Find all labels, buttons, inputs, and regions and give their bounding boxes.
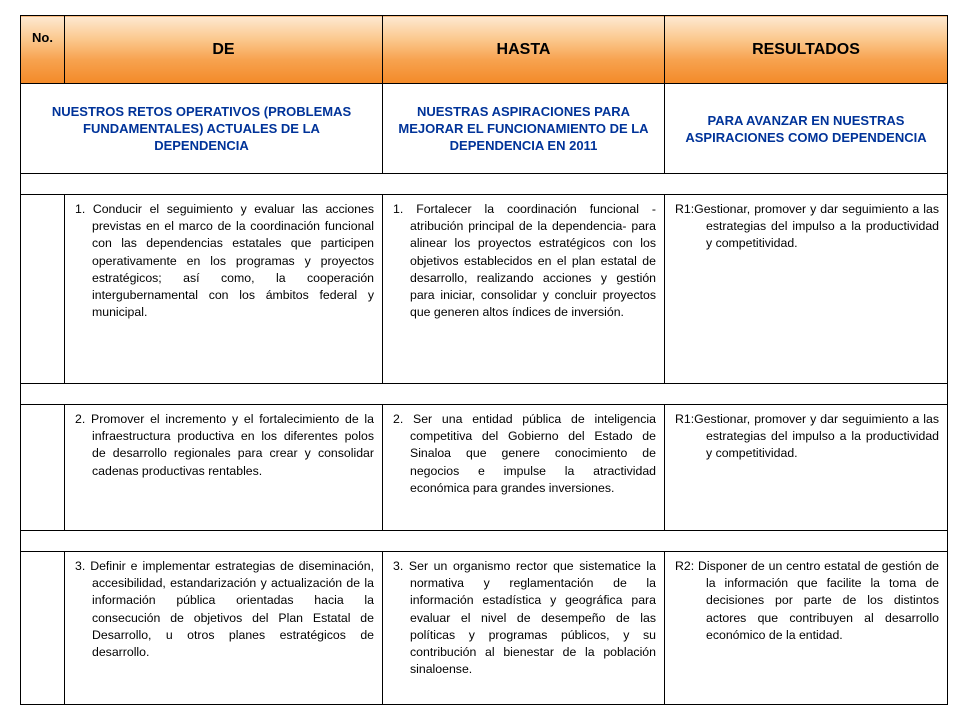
spacer-row	[21, 531, 948, 552]
row-1-hasta: 1. Fortalecer la coordinación funcional -atribución principal de la dependencia- para alinear los proyectos estratégicos con los objetivos establecidos en el plan estatal de desarrollo, realizando acciones y gestión para iniciar, consolidar y concluir proyectos que generen altos índices de inversión.	[393, 202, 656, 320]
subheader-resultados: PARA AVANZAR EN NUESTRAS ASPIRACIONES COMO DEPENDENCIA	[665, 84, 948, 174]
row-3-de: 3. Definir e implementar estrategias de diseminación, accesibilidad, estandarización y actualización de la información pública orientadas hacia la consecución de objetivos del Plan Estatal de Desarrollo, u otros planes estratégicos de desarrollo.	[75, 559, 374, 660]
row-1-resultado: R1:Gestionar, promover y dar seguimiento a las estrategias del impulso a la productividad y competitividad.	[675, 202, 939, 251]
header-row	[21, 16, 948, 84]
spacer-row	[21, 174, 948, 195]
header-hasta: HASTA	[383, 16, 665, 84]
subheader-row	[21, 84, 948, 174]
spacer-row	[21, 384, 948, 405]
strategy-table	[20, 15, 948, 705]
table-row	[21, 405, 948, 531]
row-number-cell	[21, 195, 65, 384]
table-row	[21, 195, 948, 384]
row-3-resultado: R2: Disponer de un centro estatal de gestión de la información que facilite la toma de decisiones por parte de los distintos actores que contribuyen al desarrollo económico de la entidad.	[675, 559, 939, 642]
header-no: No.	[21, 16, 65, 84]
row-number-cell	[21, 405, 65, 531]
table-row	[21, 552, 948, 705]
header-de: DE	[65, 16, 383, 84]
row-2-de: 2. Promover el incremento y el fortalecimiento de la infraestructura productiva en los diferentes polos de desarrollo regionales para crear y consolidar cadenas productivas rentables.	[75, 412, 374, 478]
row-number-cell	[21, 552, 65, 705]
row-3-hasta: 3. Ser un organismo rector que sistematice la normativa y reglamentación de la información estadística y geográfica para evaluar el nivel de desempeño de las políticas y programas públicos, y su contribución al bienestar de la población sinaloense.	[393, 559, 656, 677]
row-1-de: 1. Conducir el seguimiento y evaluar las acciones previstas en el marco de la coordinación funcional con las dependencias estatales que participen operativamente en los programas y proyectos estratégicos; así como, la cooperación intergubernamental con los ámbitos federal y municipal.	[75, 202, 374, 320]
row-2-hasta: 2. Ser una entidad pública de inteligencia competitiva del Gobierno del Estado de Sinaloa que genere conocimiento de negocios e impulse la atractividad económica para grandes inversiones.	[393, 412, 656, 495]
row-2-resultado: R1:Gestionar, promover y dar seguimiento a las estrategias del impulso a la productividad y competitividad.	[675, 412, 939, 461]
header-resultados: RESULTADOS	[665, 16, 948, 84]
subheader-de: NUESTROS RETOS OPERATIVOS (PROBLEMAS FUNDAMENTALES) ACTUALES DE LA DEPENDENCIA	[21, 84, 383, 174]
subheader-hasta: NUESTRAS ASPIRACIONES PARA MEJORAR EL FUNCIONAMIENTO DE LA DEPENDENCIA EN 2011	[383, 84, 665, 174]
